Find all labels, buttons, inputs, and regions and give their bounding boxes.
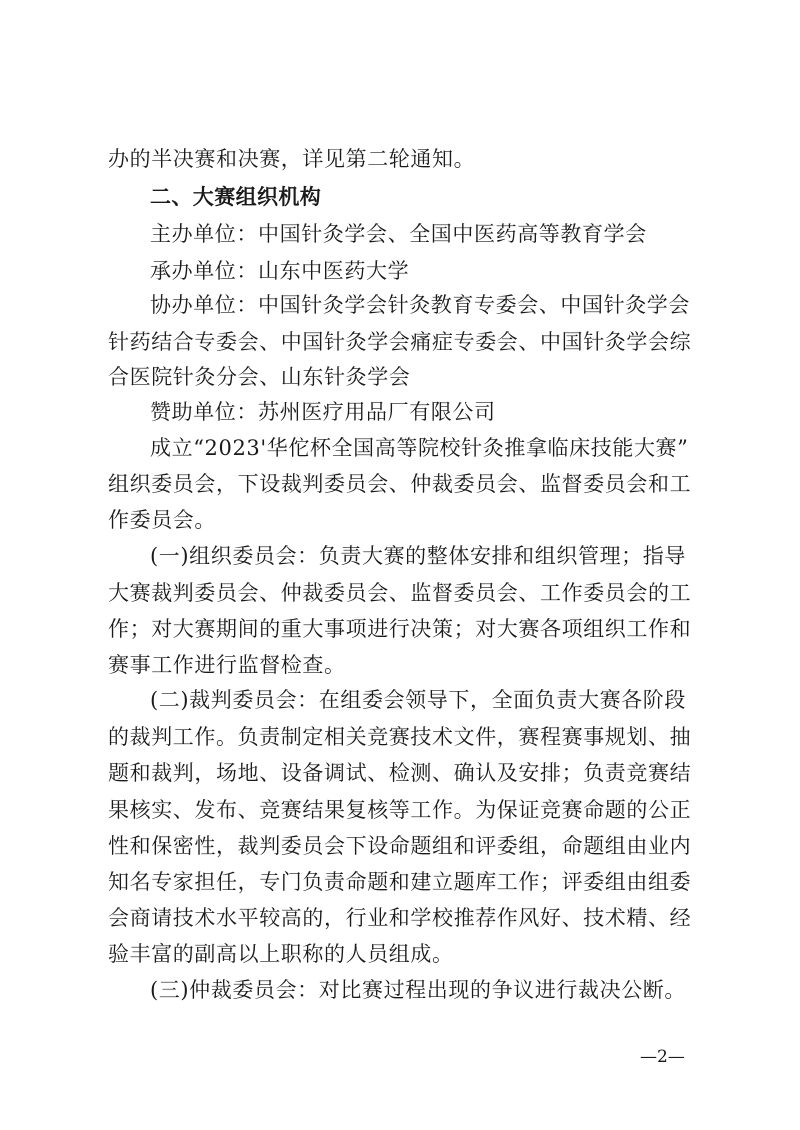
text-line: 作委员会。 [108,508,216,532]
text-line: 赛事工作进行监督检查。 [108,653,346,677]
text-line: 主办单位：中国针灸学会、全国中医药高等教育学会 [150,222,647,246]
text-line: 验丰富的副高以上职称的人员组成。 [108,942,454,966]
text-line: 知名专家担任，专门负责命题和建立题库工作；评委组由组委 [108,870,692,894]
text-line: (一)组织委员会：负责大赛的整体安排和组织管理；指导 [150,544,686,568]
text-line: 组织委员会，下设裁判委员会、仲裁委员会、监督委员会和工 [108,472,692,496]
text-line: 性和保密性，裁判委员会下设命题组和评委组，命题组由业内 [108,834,692,858]
page-number: —2— [640,1047,685,1067]
text-line: 承办单位：山东中医药大学 [150,259,410,283]
text-line: 赞助单位：苏州医疗用品厂有限公司 [150,400,496,424]
text-line: 大赛裁判委员会、仲裁委员会、监督委员会、工作委员会的工 [108,581,692,605]
text-line: 成立“2023'华佗杯全国高等院校针灸推拿临床技能大赛” [150,436,689,460]
text-line: 合医院针灸分会、山东针灸学会 [108,365,411,389]
text-line: 果核实、发布、竞赛结果复核等工作。为保证竞赛命题的公正 [108,798,692,822]
text-line: (三)仲裁委员会：对比赛过程出现的争议进行裁决公断。 [150,978,686,1002]
text-line: (二)裁判委员会：在组委会领导下，全面负责大赛各阶段 [150,688,686,712]
text-line: 办的半决赛和决赛，详见第二轮通知。 [108,147,476,171]
text-line: 协办单位：中国针灸学会针灸教育专委会、中国针灸学会 [150,293,690,317]
text-line: 作；对大赛期间的重大事项进行决策；对大赛各项组织工作和 [108,617,692,641]
text-line: 针药结合专委会、中国针灸学会痛症专委会、中国针灸学会综 [108,330,692,354]
text-line: 会商请技术水平较高的，行业和学校推荐作风好、技术精、经 [108,906,692,930]
section-heading: 二、大赛组织机构 [150,185,322,209]
text-line: 的裁判工作。负责制定相关竞赛技术文件，赛程赛事规划、抽 [108,725,692,749]
text-line: 题和裁判，场地、设备调试、检测、确认及安排；负责竞赛结 [108,761,692,785]
